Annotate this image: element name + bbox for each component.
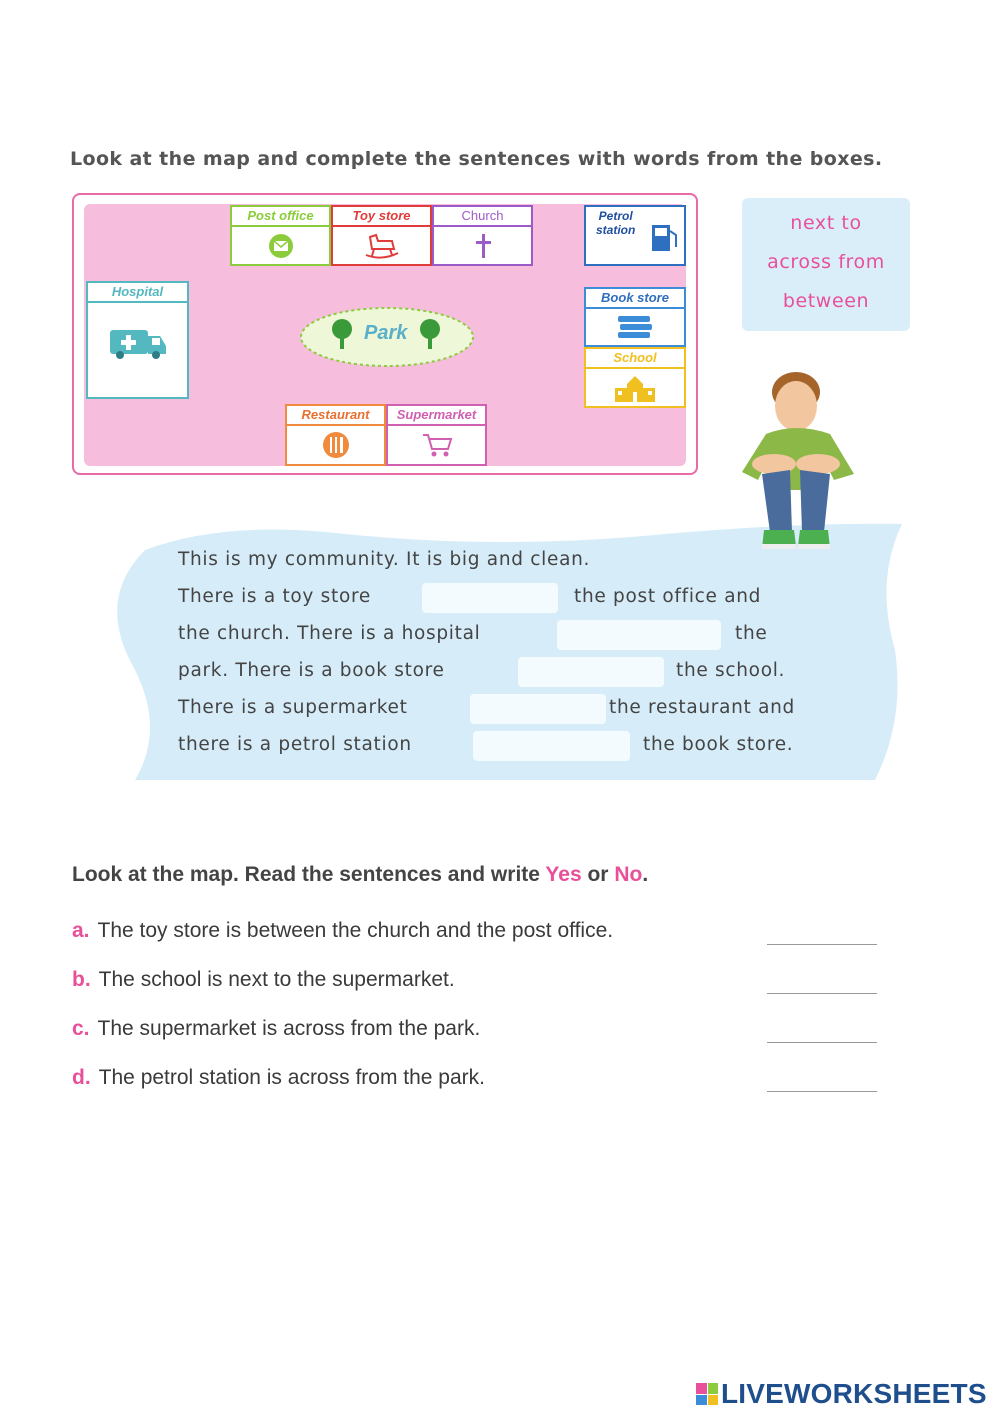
question-text: The supermarket is across from the park. bbox=[97, 1017, 481, 1040]
question-a bbox=[72, 919, 613, 943]
word-across-from: across from bbox=[767, 251, 885, 273]
post-office-label: Post office bbox=[232, 207, 329, 227]
books-icon bbox=[586, 309, 684, 345]
fuel-pump-icon bbox=[648, 221, 682, 259]
blank-input-3[interactable] bbox=[518, 657, 664, 687]
ambulance-icon bbox=[88, 303, 187, 383]
passage-line-4a: park. There is a book store bbox=[178, 660, 445, 681]
passage-line-6b: the book store. bbox=[643, 734, 794, 755]
answer-line-c[interactable] bbox=[767, 1042, 877, 1043]
restaurant-label: Restaurant bbox=[287, 406, 384, 426]
blank-input-4[interactable] bbox=[470, 694, 606, 724]
park-label: Park bbox=[364, 322, 408, 344]
passage-line-5b: the restaurant and bbox=[609, 697, 795, 718]
rocking-horse-icon bbox=[333, 227, 430, 264]
shopping-cart-icon bbox=[388, 426, 485, 464]
map-toy-store bbox=[331, 205, 432, 266]
passage-line-3b: the bbox=[735, 623, 768, 644]
question-d bbox=[72, 1066, 485, 1090]
question-c bbox=[72, 1017, 480, 1041]
question-letter: b. bbox=[72, 968, 91, 991]
exercise-2-instruction bbox=[72, 863, 648, 887]
question-letter: d. bbox=[72, 1066, 91, 1089]
map-supermarket bbox=[386, 404, 487, 466]
petrol-station-label bbox=[596, 209, 635, 237]
answer-line-a[interactable] bbox=[767, 944, 877, 945]
petrol-label-line2: station bbox=[596, 223, 636, 237]
church-label: Church bbox=[434, 207, 531, 227]
map-church bbox=[432, 205, 533, 266]
map-petrol-station bbox=[584, 205, 686, 266]
passage-line-5a: There is a supermarket bbox=[178, 697, 408, 718]
school-label: School bbox=[586, 349, 684, 369]
cross-icon bbox=[434, 227, 531, 264]
no-word: No bbox=[614, 863, 643, 886]
answer-line-b[interactable] bbox=[767, 993, 877, 994]
question-b bbox=[72, 968, 455, 992]
instruction-text: Look at the map. Read the sentences and write bbox=[72, 863, 540, 886]
passage-line-2b: the post office and bbox=[574, 586, 762, 607]
map-school bbox=[584, 347, 686, 408]
word-next-to: next to bbox=[790, 212, 862, 234]
passage-line-2a: There is a toy store bbox=[178, 586, 371, 607]
toy-store-label: Toy store bbox=[333, 207, 430, 227]
school-building-icon bbox=[586, 369, 684, 406]
yes-word: Yes bbox=[545, 863, 582, 886]
hospital-label: Hospital bbox=[88, 283, 187, 303]
blank-input-2[interactable] bbox=[557, 620, 721, 650]
or-word: or bbox=[587, 863, 609, 886]
question-letter: c. bbox=[72, 1017, 90, 1040]
cutlery-icon bbox=[287, 426, 384, 464]
supermarket-label: Supermarket bbox=[388, 406, 485, 426]
boy-illustration bbox=[738, 370, 858, 555]
map-hospital bbox=[86, 281, 189, 399]
word-between: between bbox=[782, 290, 870, 312]
passage-line-6a: there is a petrol station bbox=[178, 734, 412, 755]
petrol-label-line1: Petrol bbox=[598, 209, 633, 223]
question-text: The toy store is between the church and the post office. bbox=[97, 919, 614, 942]
question-letter: a. bbox=[72, 919, 90, 942]
envelope-icon bbox=[232, 227, 329, 264]
passage-line-1: This is my community. It is big and clean. bbox=[178, 549, 591, 570]
question-text: The petrol station is across from the park. bbox=[98, 1066, 485, 1089]
blank-input-1[interactable] bbox=[422, 583, 558, 613]
map-book-store bbox=[584, 287, 686, 347]
book-store-label: Book store bbox=[586, 289, 684, 309]
blank-input-5[interactable] bbox=[473, 731, 630, 761]
logo-text: LIVEWORKSHEETS bbox=[721, 1378, 987, 1409]
answer-line-d[interactable] bbox=[767, 1091, 877, 1092]
map-post-office bbox=[230, 205, 331, 266]
exercise-1-instruction: Look at the map and complete the sentences with words from the boxes. bbox=[70, 148, 883, 170]
instruction-period: . bbox=[642, 863, 649, 886]
logo-mark-icon bbox=[696, 1383, 718, 1405]
liveworksheets-logo bbox=[696, 1378, 987, 1410]
passage-line-3a: the church. There is a hospital bbox=[178, 623, 481, 644]
question-text: The school is next to the supermarket. bbox=[98, 968, 455, 991]
map-restaurant bbox=[285, 404, 386, 466]
passage-line-4b: the school. bbox=[676, 660, 786, 681]
